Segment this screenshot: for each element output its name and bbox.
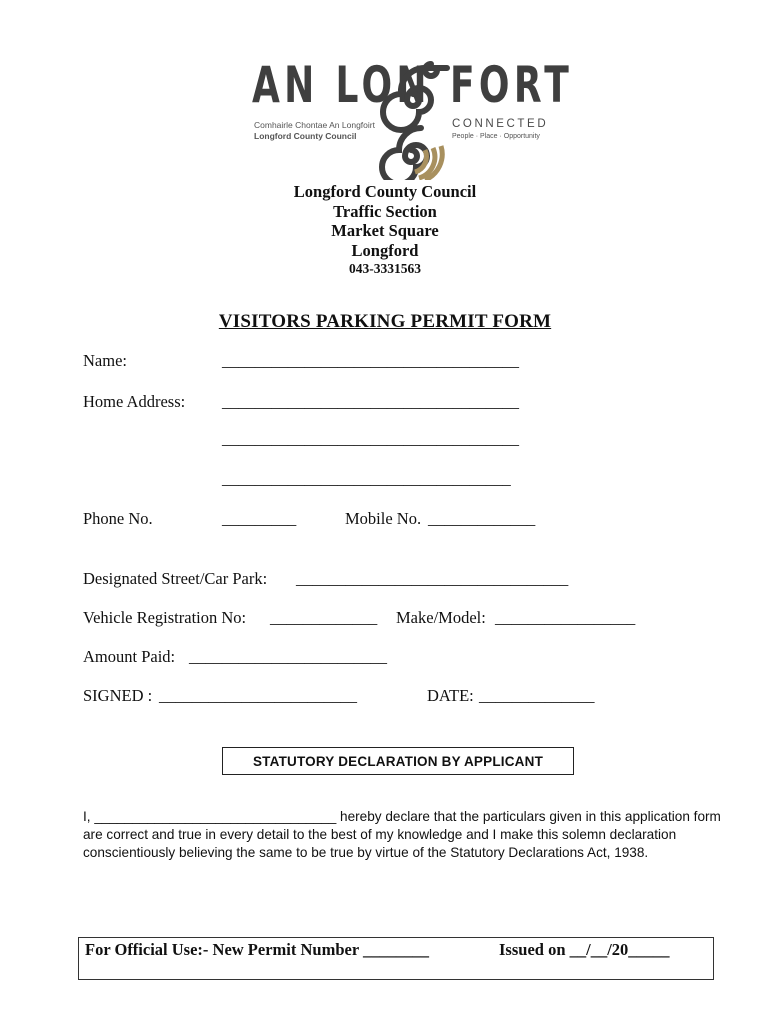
street-label: Designated Street/Car Park: (83, 569, 268, 588)
street-field[interactable]: _________________________________ (296, 569, 569, 588)
phone-field[interactable]: _________ (222, 509, 297, 528)
logo-word-left: AN LON (252, 56, 431, 114)
name-label: Name: (83, 351, 127, 370)
amount-label: Amount Paid: (83, 647, 176, 666)
logo-word-right: FORT (450, 56, 574, 114)
header-street: Market Square (331, 221, 439, 240)
vehicle-field[interactable]: _____________ (270, 608, 378, 627)
declaration-title-box (222, 747, 574, 775)
header-org: Longford County Council (293, 182, 477, 201)
official-issued-on: Issued on __/__/20_____ (499, 940, 670, 959)
form-title: VISITORS PARKING PERMIT FORM (218, 311, 552, 332)
logo-english-name: Longford County Council (254, 131, 357, 141)
signed-label: SIGNED : (83, 686, 153, 705)
official-use-box (78, 937, 714, 980)
header-section: Traffic Section (333, 202, 437, 221)
official-permit-number: For Official Use:- New Permit Number ________ (85, 940, 429, 959)
mobile-label: Mobile No. (345, 509, 422, 528)
signed-field[interactable]: ________________________ (159, 686, 357, 705)
declaration-title: STATUTORY DECLARATION BY APPLICANT (252, 753, 544, 769)
address-field-line-3[interactable]: ___________________________________ (222, 469, 511, 488)
make-label: Make/Model: (396, 608, 486, 627)
make-field[interactable]: _________________ (495, 608, 636, 627)
date-label: DATE: (427, 686, 474, 705)
header-town: Longford (351, 241, 419, 260)
date-field[interactable]: ______________ (479, 686, 595, 705)
mobile-field[interactable]: _____________ (428, 509, 536, 528)
address-field-line-1[interactable]: ____________________________________ (222, 392, 519, 411)
phone-label: Phone No. (83, 509, 153, 528)
header-phone: 043-3331563 (349, 261, 421, 276)
logo-irish-name: Comhairle Chontae An Longfoirt (254, 120, 375, 130)
spiral-g-icon (373, 60, 453, 180)
address-field-line-2[interactable]: ____________________________________ (222, 429, 519, 448)
name-field[interactable]: ____________________________________ (222, 351, 519, 370)
logo-tagline: People · Place · Opportunity (452, 133, 540, 140)
address-label: Home Address: (83, 392, 186, 411)
logo-connected: CONNECTED (452, 118, 549, 130)
council-logo (250, 56, 574, 180)
vehicle-label: Vehicle Registration No: (83, 608, 247, 627)
amount-field[interactable]: ________________________ (189, 647, 387, 666)
declaration-text: I, ________________________________ hereby declare that the particulars given in this application form are correct and true in every detail to the best of my knowledge and I make this solemn declaration conscientiously believing the same to be true by virtue of the Statutory Declarations Act, 1938. (83, 809, 721, 860)
